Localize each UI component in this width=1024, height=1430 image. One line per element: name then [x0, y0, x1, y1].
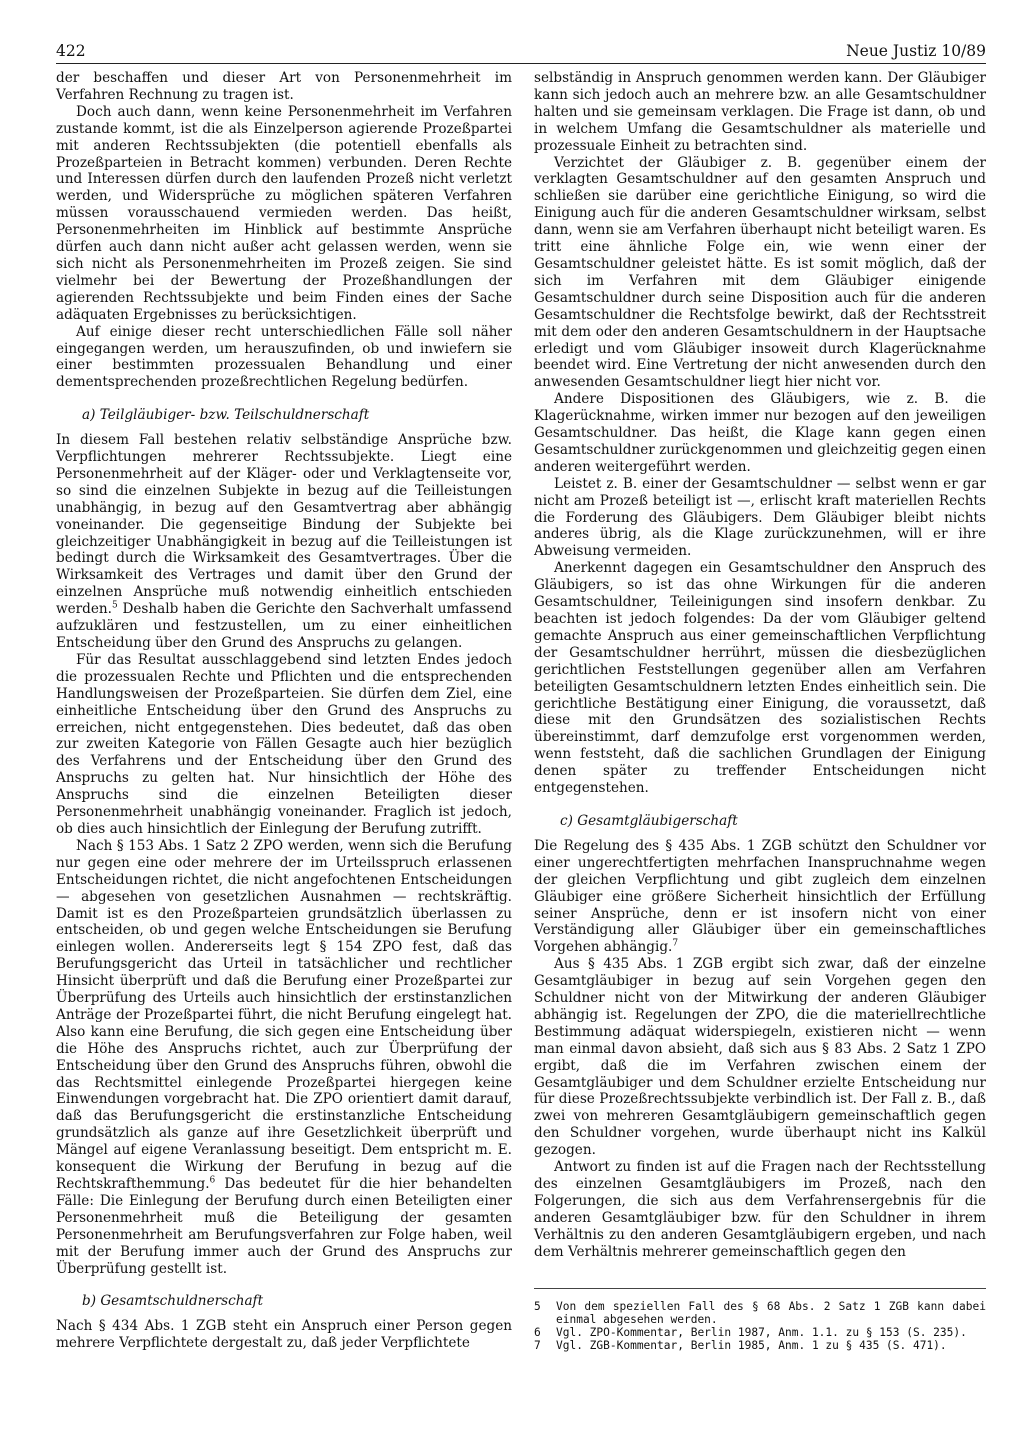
footnote-ref: 5	[112, 600, 118, 611]
paragraph: Leistet z. B. einer der Gesamtschuldner — selbst wenn er gar nicht am Prozeß beteiligt ist —, erlischt kraft materiellen Rechts die Forderung des Gläubigers. Dem Gläubiger bleibt nichts anderes übrig, als die Klage zurückzunehmen, will er ihre Abweisung vermeiden.	[534, 475, 986, 560]
paragraph: Für das Resultat ausschlaggebend sind letzten Endes jedoch die prozessualen Rechte und Pflichten und die entsprechenden Handlungsweisen der Prozeßparteien. Sie dürfen dem Ziel, eine einheitliche Entscheidung über den Grund des Anspruchs zu erreichen, nicht entgegenstehen. Dies bedeutet, daß das oben zur zweiten Kategorie von Fällen Gesagte auch hier bezüglich des Verfahrens und der Entscheidung über den Grund des Anspruchs zu gelten hat. Nur hinsichtlich der Höhe des Anspruchs sind die einzelnen Beteiligten dieser Personenmehrheit unabhängig voneinander. Fraglich ist jedoch, ob dies auch hinsichtlich der Einlegung der Berufung zutrifft.	[56, 651, 512, 837]
paragraph: Nach § 434 Abs. 1 ZGB steht ein Anspruch einer Person gegen mehrere Verpflichtete dergestalt zu, daß jeder Verpflichtete	[56, 1318, 512, 1352]
paragraph: Doch auch dann, wenn keine Personenmehrheit im Verfahren zustande kommt, ist die als Einzelperson agierende Prozeßpartei mit anderen Rechtssubjekten (die potentiell ebenfalls als Prozeßparteien in Betracht kommen) verbunden. Deren Rechte und Interessen dürfen durch den laufenden Prozeß nicht verletzt werden, und Widersprüche zu möglichen späteren Verfahren müssen vorausschauend vermieden werden. Das heißt, Personenmehrheiten im Hinblick auf bestimmte Ansprüche dürfen auch dann nicht außer acht gelassen werden, wenn sie sich nicht als Personenmehrheiten im Prozeß zeigen. Sie sind vielmehr bei der Bewertung der Prozeßhandlungen der agierenden Rechtssubjekte und beim Finden eines der Sache adäquaten Ergebnisses zu berücksichtigen.	[56, 103, 512, 323]
paragraph-text: Deshalb haben die Gerichte den Sachverhalt umfassend aufzuklären und festzustellen, um zu einer einheitlichen Entscheidung über den Grund des Anspruchs zu gelangen.	[56, 601, 512, 651]
footnotes	[534, 1300, 986, 1352]
journal-issue: Neue Justiz 10/89	[846, 42, 986, 60]
right-column	[534, 70, 986, 1261]
footnote-ref: 6	[209, 1175, 216, 1186]
paragraph-text: Das bedeutet für die hier behandelten Fälle: Die Einlegung der Berufung durch einen Beteiligten einer Personenmehrheit muß die Beteiligung der gesamten Personenmehrheit am Berufungsverfahren zur Folge haben, weil mit der Berufung immer auch der Grund des Anspruchs zur Überprüfung gestellt ist.	[56, 1176, 512, 1277]
paragraph-text: In diesem Fall bestehen relativ selbständige Ansprüche bzw. Verpflichtungen mehrerer Rechtssubjekte. Liegt eine Personenmehrheit auf der Kläger- oder und Verklagtenseite vor, so sind die einzelnen Subjekte in bezug auf die Teilleistungen unabhängig, in bezug auf den Gesamtvertrag aber abhängig voneinander. Die gegenseitige Bindung der Subjekte bei gleichzeitiger Unabhängigkeit in bezug auf die Teilleistungen ist bedingt durch die Wirksamkeit des Gesamtvertrages. Über die Wirksamkeit des Vertrages und damit über den Grund der einzelnen Ansprüche muß notwendig einheitlich entschieden werden.	[56, 432, 512, 618]
paragraph	[56, 432, 512, 652]
footnote-text: Vgl. ZPO-Kommentar, Berlin 1987, Anm. 1.1. zu § 153 (S. 235).	[556, 1326, 967, 1339]
footnote-number: 7	[534, 1339, 541, 1352]
footnote-text: Vgl. ZGB-Kommentar, Berlin 1985, Anm. 1 zu § 435 (S. 471).	[556, 1339, 947, 1352]
paragraph-text: Nach § 153 Abs. 1 Satz 2 ZPO werden, wenn sich die Berufung nur gegen eine oder mehrere der im Urteilsspruch erlassenen Entscheidungen richtet, die nicht angefochtenen Entscheidungen — abgesehen von gesetzlichen Ausnahmen — rechtskräftig. Damit ist es den Prozeßparteien grundsätzlich überlassen zu entscheiden, ob und gegen welche Entscheidungen sie Berufung einlegen wollen. Andererseits legt § 154 ZPO fest, daß das Berufungsgericht das Urteil in tatsächlicher und rechtlicher Hinsicht überprüft und daß die Berufung einer Prozeßpartei zur Überprüfung des Urteils auch hinsichtlich der erstinstanzlichen Anträge der Prozeßpartei führt, die nicht Berufung eingelegt hat. Also kann eine Berufung, die sich gegen eine Entscheidung über die Höhe des Anspruchs richtet, auch zur Überprüfung der Entscheidung über den Grund des Anspruchs führen, obwohl die das Rechtsmittel einlegende Prozeßpartei hiergegen keine Einwendungen vorgebracht hat. Die ZPO orientiert damit darauf, daß das Berufungsgericht die erstinstanzliche Entscheidung grundsätzlich als ganze auf ihre Gesetzlichkeit überprüft und Mängel auf eigene Veranlassung beseitigt. Dem entspricht m. E. konsequent die Wirkung der Berufung in bezug auf die Rechtskrafthemmung.	[56, 837, 512, 1192]
paragraph: Anerkennt dagegen ein Gesamtschuldner den Anspruch des Gläubigers, so ist das ohne Wirkungen für die anderen Gesamtschuldner, Teileinigungen sind insofern denkbar. Zu beachten ist jedoch folgendes: Da der vom Gläubiger geltend gemachte Anspruch aus einer gemeinschaftlichen Verpflichtung der Gesamtschuldner herrührt, müssen die diesbezüglichen gerichtlichen Feststellungen gegenüber allen am Verfahren beteiligten Gesamtschuldnern letzten Endes einheitlich sein. Die gerichtliche Bestätigung einer Einigung, die voraussetzt, daß diese mit den Grundsätzen des sozialistischen Rechts übereinstimmt, darf demzufolge erst vorgenommen werden, wenn feststeht, daß die sachlichen Grundlagen der Einigung denen später zu treffender Entscheidungen nicht entgegenstehen.	[534, 560, 986, 797]
paragraph-text: Die Regelung des § 435 Abs. 1 ZGB schützt den Schuldner vor einer ungerechtfertigten mehrfachen Inanspruchnahme wegen der gleichen Verpflichtung und gibt zugleich dem einzelnen Gläubiger eine größere Sicherheit hinsichtlich der Erfüllung seiner Ansprüche, denn er ist insofern nicht von einer Verständigung aller Gläubiger über ein gemeinschaftliches Vorgehen abhängig.	[534, 837, 986, 956]
paragraph: Aus § 435 Abs. 1 ZGB ergibt sich zwar, daß der einzelne Gesamtgläubiger in bezug auf sein Vorgehen gegen den Schuldner nicht von der Mitwirkung der anderen Gläubiger abhängig ist. Regelungen der ZPO, die die materiellrechtliche Bestimmung adäquat widerspiegeln, existieren nicht — wenn man einmal davon absieht, daß sich aus § 83 Abs. 2 Satz 1 ZPO ergibt, daß die im Verfahren zwischen einem der Gesamtgläubiger und dem Schuldner erzielte Entscheidung nur für diese Prozeßrechtssubjekte verbindlich ist. Der Fall z. B., daß zwei von mehreren Gesamtgläubigern gemeinschaftlich gegen den Schuldner vorgehen, wurde überhaupt nicht ins Kalkül gezogen.	[534, 956, 986, 1159]
footnote-number: 5	[534, 1300, 541, 1313]
section-heading-c: c) Gesamtgläubigerschaft	[560, 812, 738, 829]
paragraph: selbständig in Anspruch genommen werden kann. Der Gläubiger kann sich jedoch auch an mehrere bzw. an alle Gesamtschuldner halten und sie gemeinsam verklagen. Die Frage ist dann, ob und in welchem Umfang die Gesamtschuldner als materielle und prozessuale Einheit zu betrachten sind.	[534, 70, 986, 154]
paragraph	[534, 838, 986, 956]
paragraph: Auf einige dieser recht unterschiedlichen Fälle soll näher eingegangen werden, um herauszufinden, ob und inwiefern sie einer bestimmten prozessualen Behandlung und einer dementsprechenden prozeßrechtlichen Regelung bedürfen.	[56, 323, 512, 391]
footnote-item	[534, 1339, 986, 1352]
paragraph: Antwort zu finden ist auf die Fragen nach der Rechtsstellung des einzelnen Gesamtgläubigers im Prozeß, nach den Folgerungen, die sich aus dem Verfahrensergebnis für die anderen Gesamtgläubiger bzw. für den Schuldner in ihrem Verhältnis zu den anderen Gesamtgläubigern ergeben, und nach dem Verhältnis mehrerer gemeinschaftlich gegen den	[534, 1159, 986, 1260]
section-heading-a: a) Teilgläubiger- bzw. Teilschuldnerschaft	[82, 407, 370, 424]
footnote-item	[534, 1326, 986, 1339]
paragraph	[56, 838, 512, 1278]
footnote-ref: 7	[672, 938, 679, 949]
footnote-number: 6	[534, 1326, 541, 1339]
page-header	[56, 34, 986, 64]
page-number: 422	[56, 42, 86, 60]
footnote-text: Von dem speziellen Fall des § 68 Abs. 2 Satz 1 ZGB kann dabei einmal abgesehen werden.	[556, 1300, 986, 1326]
paragraph: Andere Dispositionen des Gläubigers, wie z. B. die Klagerücknahme, wirken immer nur bezogen auf den jeweiligen Gesamtschuldner. Das heißt, die Klage kann gegen einen Gesamtschuldner zurückgenommen und gleichzeitig gegen einen anderen weitergeführt werden.	[534, 391, 986, 475]
section-heading-b: b) Gesamtschuldnerschaft	[82, 1293, 264, 1310]
footnote-item	[534, 1300, 986, 1326]
left-column	[56, 70, 512, 1352]
paragraph: der beschaffen und dieser Art von Personenmehrheit im Verfahren Rechnung zu tragen ist.	[56, 70, 512, 103]
footnote-divider	[534, 1288, 986, 1289]
paragraph: Verzichtet der Gläubiger z. B. gegenüber einem der verklagten Gesamtschuldner auf den gesamten Anspruch und schließen sie darüber eine gerichtliche Einigung, so wird die Einigung auch für die anderen Gesamtschuldner wirksam, selbst dann, wenn sie am Verfahren überhaupt nicht beteiligt waren. Es tritt eine ähnliche Folge ein, wie wenn einer der Gesamtschuldner geleistet hätte. Es ist somit möglich, daß der sich im Verfahren mit dem Gläubiger einigende Gesamtschuldner durch seine Disposition auch für die anderen Gesamtschuldner die Rechtsfolge bewirkt, daß der Rechtsstreit mit dem oder den anderen Gesamtschuldnern in der Hauptsache erledigt und vom Gläubiger insoweit durch Klagerücknahme beendet wird. Eine Vertretung der nicht anwesenden durch den anwesenden Gesamtschuldner liegt hier nicht vor.	[534, 154, 986, 391]
